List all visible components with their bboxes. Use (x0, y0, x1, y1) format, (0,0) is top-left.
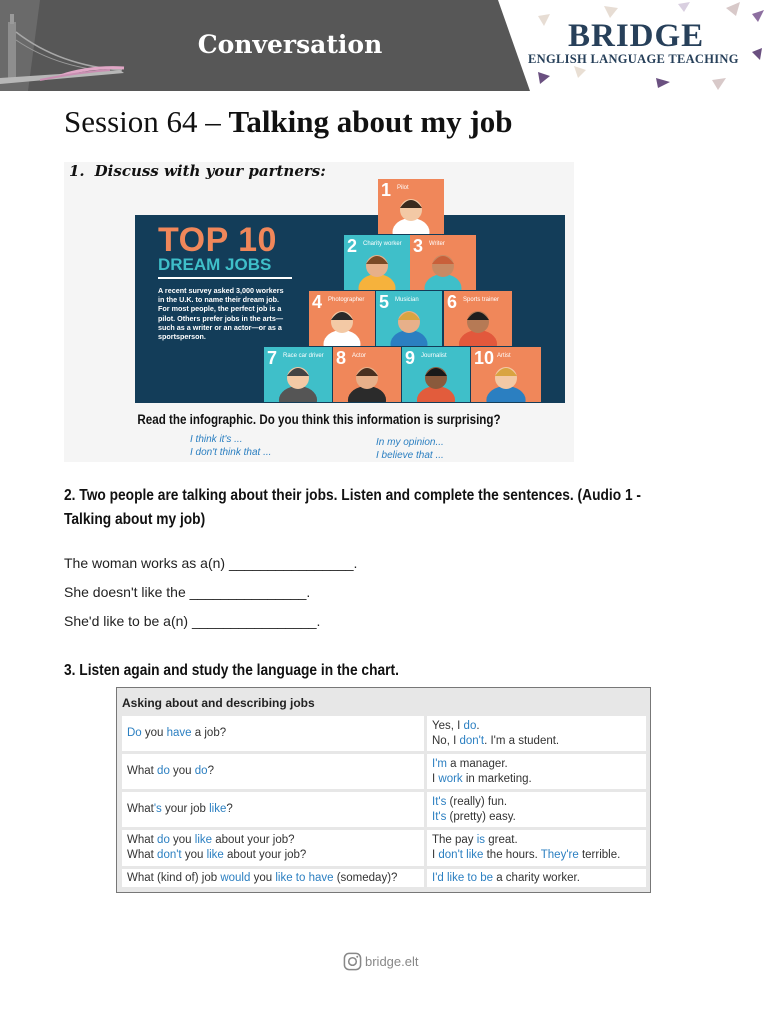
chart-row (122, 792, 646, 827)
plain-text: you (141, 727, 167, 739)
plain-text: ? (207, 765, 214, 777)
plain-text: The pay (432, 834, 477, 846)
chart-title: Asking about and describing jobs (122, 696, 315, 710)
plain-text: (pretty) easy. (446, 810, 516, 823)
chart-answer-cell (427, 792, 646, 827)
highlighted-word: don't (157, 849, 182, 861)
chart-answer-cell (427, 716, 646, 751)
prompt-line: I think it's ... (190, 434, 243, 445)
chart-line (432, 772, 646, 787)
footer-handle: bridge.elt (365, 953, 419, 969)
chart-row (122, 869, 646, 887)
plain-text: about your job? (223, 849, 307, 861)
highlighted-word: don't (459, 734, 485, 747)
plain-text: a job? (191, 727, 227, 739)
plain-text: you (169, 834, 195, 846)
highlighted-word: like to have (275, 871, 334, 884)
section3-heading (64, 662, 399, 680)
logo-wordmark: BRIDGE (568, 18, 705, 54)
chart-line (127, 726, 424, 741)
chart-line (432, 757, 646, 772)
job-rank: 10 (474, 348, 495, 368)
chart-line (127, 833, 424, 848)
plain-text: ? (226, 803, 233, 815)
session-topic: Talking about my job (228, 104, 513, 139)
section1-heading (69, 162, 326, 180)
plain-text: in marketing. (462, 772, 532, 785)
job-rank: 1 (381, 180, 392, 200)
section1-text: Discuss with your partners: (94, 162, 326, 180)
chart-answer-cell (427, 869, 646, 887)
plain-text: . I'm a student. (484, 734, 560, 747)
plain-text: (someday)? (333, 871, 398, 884)
plain-text: What (kind of) job (127, 871, 221, 884)
highlighted-word: They're (540, 849, 579, 861)
chart-line (127, 871, 424, 886)
highlighted-word: like (206, 849, 224, 861)
job-label: Sports trainer (463, 297, 500, 303)
job-label: Writer (429, 241, 445, 247)
job-label: Race car driver (283, 353, 324, 359)
prompt-line: In my opinion... (376, 437, 444, 448)
highlighted-word: 's (153, 803, 162, 815)
highlighted-word: would (220, 871, 251, 884)
chart-line (127, 802, 424, 817)
plain-text: you (169, 765, 195, 777)
chart-line (432, 833, 646, 848)
job-card (378, 179, 444, 234)
job-rank: 2 (347, 236, 358, 256)
section2-number: 2. (64, 487, 76, 504)
job-rank: 6 (447, 292, 458, 312)
plain-text: What (127, 765, 158, 777)
plain-text: your job (161, 803, 210, 815)
job-card (376, 291, 442, 346)
infographic-description: A recent survey asked 3,000 workers in the U.K. to name their dream job. For most people, the perfect job is a pilot. Others prefer jobs in the arts—such as a writer or an actor—or as a sportsperson. (158, 286, 284, 342)
job-label: Musician (395, 297, 419, 303)
chart-question-cell (122, 792, 424, 827)
job-card (471, 347, 541, 402)
chart-row (122, 754, 646, 789)
plain-text: What (127, 803, 154, 815)
job-card (344, 235, 410, 290)
language-chart (116, 687, 651, 893)
chart-line (432, 719, 646, 734)
job-label: Artist (497, 353, 511, 359)
infographic-title: TOP 10 (158, 221, 277, 259)
section3-text: Listen again and study the language in the chart. (79, 662, 399, 679)
session-title (64, 104, 512, 140)
plain-text: you (181, 849, 207, 861)
plain-text: about your job? (212, 834, 295, 846)
fill-in-sentence: She'd like to be a(n) ________________. (64, 613, 321, 629)
fill-in-sentence: The woman works as a(n) ________________. (64, 555, 358, 571)
infographic-divider (158, 277, 292, 279)
plain-text: a charity worker. (493, 871, 580, 884)
job-rank: 7 (267, 348, 278, 368)
plain-text: terrible. (578, 849, 621, 861)
plain-text: (really) fun. (446, 795, 508, 808)
chart-answer-cell (427, 830, 646, 866)
logo-tagline: ENGLISH LANGUAGE TEACHING (528, 52, 739, 66)
job-rank: 9 (405, 348, 416, 368)
highlighted-word: I'd like to be (432, 871, 494, 884)
instagram-icon (343, 952, 362, 971)
job-rank: 5 (379, 292, 390, 312)
chart-line (127, 764, 424, 779)
chart-answer-cell (427, 754, 646, 789)
chart-question-cell (122, 830, 424, 866)
chart-question-cell (122, 754, 424, 789)
highlighted-word: is (476, 834, 486, 846)
plain-text: I (432, 849, 439, 861)
chart-row (122, 716, 646, 751)
chart-row (122, 830, 646, 866)
job-card (410, 235, 476, 290)
job-rank: 4 (312, 292, 323, 312)
job-card (309, 291, 375, 346)
infographic-subtitle: DREAM JOBS (158, 255, 272, 274)
footer (343, 951, 418, 971)
section2-heading (64, 484, 683, 532)
job-card (444, 291, 512, 346)
chart-line (432, 734, 646, 749)
highlighted-word: It's (432, 810, 447, 823)
page-header (0, 0, 768, 91)
prompt-line: I don't think that ... (190, 447, 272, 458)
plain-text: you (250, 871, 276, 884)
highlighted-word: Do (127, 727, 142, 739)
highlighted-word: don't like (438, 849, 484, 861)
plain-text: What (127, 849, 158, 861)
job-label: Pilot (397, 185, 409, 191)
chart-line (432, 848, 646, 863)
prompts-right (376, 436, 444, 462)
job-card (333, 347, 401, 402)
job-label: Journalist (421, 353, 447, 359)
job-card (402, 347, 470, 402)
highlighted-word: like (194, 834, 213, 846)
highlighted-word: do (157, 834, 170, 846)
header-title: Conversation (197, 30, 383, 59)
prompts-left (190, 433, 271, 459)
chart-line (432, 871, 646, 886)
highlighted-word: I'm (432, 757, 447, 770)
highlighted-word: work (438, 772, 463, 785)
chart-line (432, 810, 646, 825)
highlighted-word: do (157, 765, 170, 777)
plain-text: What (127, 834, 158, 846)
highlighted-word: like (209, 803, 227, 815)
section2-text: Two people are talking about their jobs. Listen and complete the sentences. (Audio 1 - Talking about my job) (64, 487, 642, 528)
chart-line (127, 848, 424, 863)
job-rank: 8 (336, 348, 347, 368)
chart-line (432, 795, 646, 810)
chart-question-cell (122, 716, 424, 751)
highlighted-word: have (166, 727, 192, 739)
infographic-question: Read the infographic. Do you think this information is surprising? (137, 412, 501, 427)
fill-in-sentence: She doesn't like the _______________. (64, 584, 311, 600)
bridge-illustration (0, 0, 140, 91)
job-label: Actor (352, 353, 367, 359)
job-label: Charity worker (363, 241, 402, 247)
chart-question-cell (122, 869, 424, 887)
plain-text: I (432, 772, 439, 785)
plain-text: Yes, I (432, 719, 464, 732)
section1-number: 1. (69, 162, 85, 180)
highlighted-word: It's (432, 795, 447, 808)
plain-text: a manager. (446, 757, 508, 770)
section3-number: 3. (64, 662, 76, 679)
plain-text: No, I (432, 734, 460, 747)
plain-text: the hours. (483, 849, 541, 861)
job-card (264, 347, 332, 402)
highlighted-word: do (463, 719, 477, 732)
plain-text: . (476, 719, 480, 732)
highlighted-word: do (194, 765, 208, 777)
job-label: Photographer (328, 297, 365, 303)
job-rank: 3 (413, 236, 424, 256)
prompt-line: I believe that ... (376, 450, 444, 461)
session-number: Session 64 – (64, 104, 229, 139)
plain-text: great. (485, 834, 518, 846)
